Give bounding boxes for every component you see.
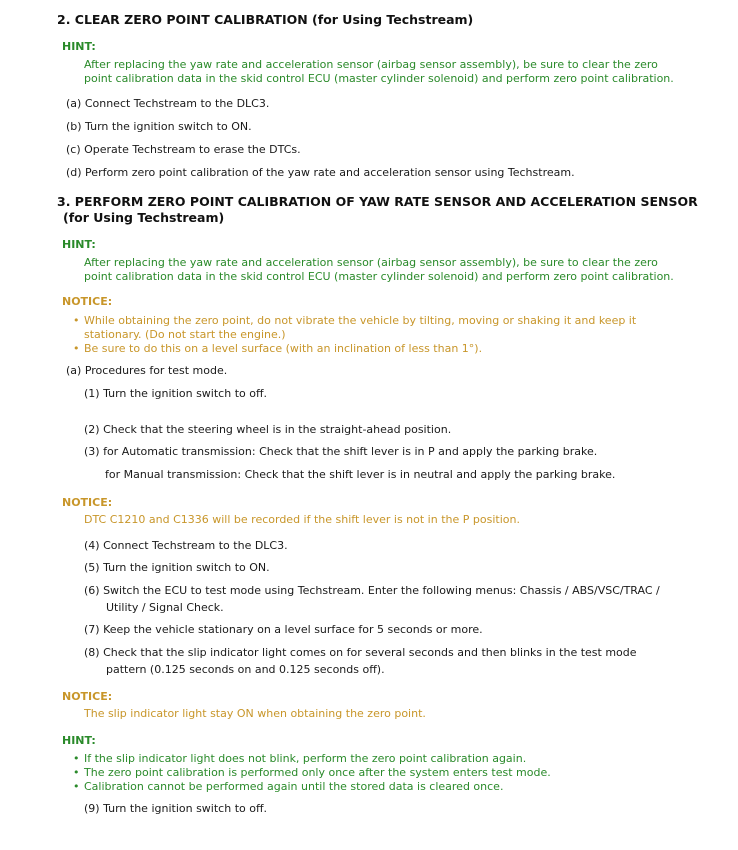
substep-4: (4) Connect Techstream to the DLC3. [84,539,288,552]
notice-bullet: • Be sure to do this on a level surface (with an inclination of less than 1°). [84,342,482,356]
hint-text-line: After replacing the yaw rate and acceleration sensor (airbag sensor assembly), be sure to clear the zero [84,256,658,269]
hint-bullet: • If the slip indicator light does not blink, perform the zero point calibration again. [84,752,526,766]
step-c: (c) Operate Techstream to erase the DTCs. [66,143,301,156]
hint-text-line: point calibration data in the skid control ECU (master cylinder solenoid) and perform zero point calibration. [84,270,674,283]
substep-2: (2) Check that the steering wheel is in the straight-ahead position. [84,423,452,436]
substep-6-cont: Utility / Signal Check. [106,601,224,614]
notice-label: NOTICE: [62,295,113,308]
section-3-heading: 3. PERFORM ZERO POINT CALIBRATION OF YAW RATE SENSOR AND ACCELERATION SENSOR [57,194,698,209]
step-d: (d) Perform zero point calibration of the yaw rate and acceleration sensor using Techstream. [66,166,575,179]
section-3-heading-cont: (for Using Techstream) [63,210,225,225]
hint-label: HINT: [62,734,96,747]
notice-bullet-cont: stationary. (Do not start the engine.) [84,328,286,341]
notice-text: DTC C1210 and C1336 will be recorded if the shift lever is not in the P position. [84,513,520,526]
notice-text: The slip indicator light stay ON when obtaining the zero point. [84,707,426,720]
substep-7: (7) Keep the vehicle stationary on a level surface for 5 seconds or more. [84,623,483,636]
step-a-procedures: (a) Procedures for test mode. [66,364,228,377]
substep-8: (8) Check that the slip indicator light comes on for several seconds and then blinks in the test mode [84,646,637,659]
substep-1: (1) Turn the ignition switch to off. [84,387,268,400]
substep-9: (9) Turn the ignition switch to off. [84,802,268,815]
hint-bullet: • Calibration cannot be performed again until the stored data is cleared once. [84,780,503,794]
step-a: (a) Connect Techstream to the DLC3. [66,97,270,110]
step-b: (b) Turn the ignition switch to ON. [66,120,252,133]
hint-label: HINT: [62,40,96,53]
hint-text-line: After replacing the yaw rate and acceleration sensor (airbag sensor assembly), be sure to clear the zero [84,58,658,71]
section-2-heading: 2. CLEAR ZERO POINT CALIBRATION (for Using Techstream) [57,12,474,27]
notice-label: NOTICE: [62,690,113,703]
notice-bullet: • While obtaining the zero point, do not vibrate the vehicle by tilting, moving or shaking it and keep it [84,314,636,328]
hint-bullet: • The zero point calibration is performed only once after the system enters test mode. [84,766,551,780]
hint-label: HINT: [62,238,96,251]
substep-8-cont: pattern (0.125 seconds on and 0.125 seconds off). [106,663,385,676]
substep-5: (5) Turn the ignition switch to ON. [84,561,270,574]
notice-label: NOTICE: [62,496,113,509]
substep-6: (6) Switch the ECU to test mode using Techstream. Enter the following menus: Chassis / ABS/VSC/TRAC / [84,584,660,597]
hint-text-line: point calibration data in the skid control ECU (master cylinder solenoid) and perform zero point calibration. [84,72,674,85]
substep-3-manual: for Manual transmission: Check that the shift lever is in neutral and apply the parking brake. [105,468,616,481]
substep-3: (3) for Automatic transmission: Check that the shift lever is in P and apply the parking brake. [84,445,598,458]
